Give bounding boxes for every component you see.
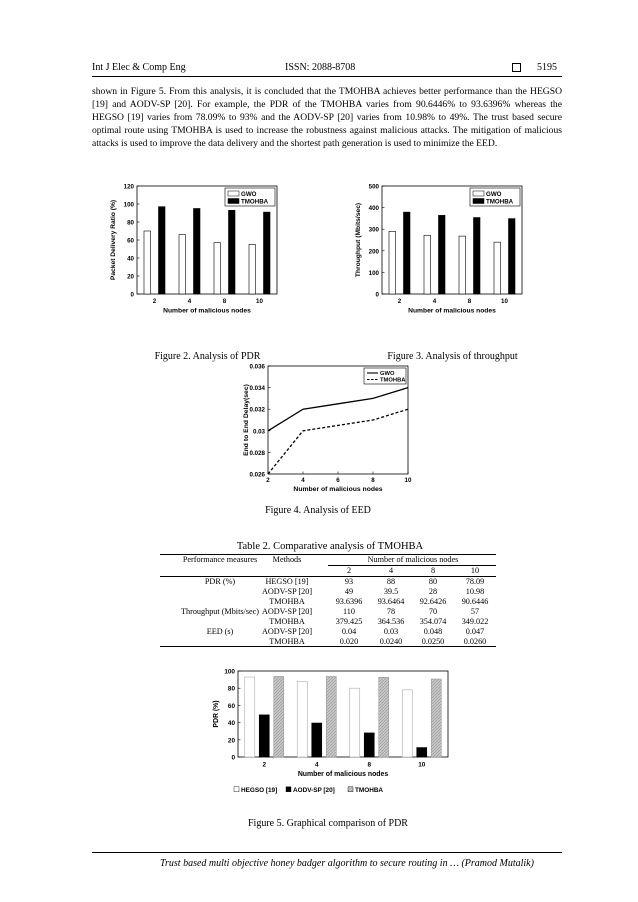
y-tick-label: 0: [375, 291, 379, 299]
table-cell: TMOHBA: [269, 617, 305, 626]
x-tick-label: 4: [314, 761, 319, 769]
table-2-caption: Table 2. Comparative analysis of TMOHBA: [236, 541, 424, 552]
table-cell: 379.425: [335, 617, 363, 626]
footer-rule: [92, 852, 562, 853]
table-cell: 349.022: [461, 617, 489, 626]
y-tick-label: 0.028: [249, 449, 265, 457]
x-tick-label: 2: [262, 761, 267, 769]
table-header-node-count: 4: [388, 566, 394, 575]
bar-aodv-sp-20--2: [259, 715, 269, 757]
table-header-node-count: 8: [430, 566, 436, 575]
table-cell: AODV-SP [20]: [261, 627, 313, 636]
x-axis-label: Number of malicious nodes: [163, 307, 251, 315]
figure-2-caption: Figure 2. Analysis of PDR: [154, 351, 261, 362]
table-cell: AODV-SP [20]: [261, 607, 313, 616]
x-axis-label: Number of malicious nodes: [293, 486, 383, 493]
legend-swatch: [228, 199, 239, 204]
x-tick-label: 8: [367, 761, 372, 769]
figure-4-caption: Figure 4. Analysis of EED: [265, 505, 371, 516]
table-cell: EED (s): [206, 627, 234, 636]
table-cell: 78: [386, 607, 396, 616]
x-tick-label: 10: [418, 761, 426, 769]
table-header-node-count: 2: [346, 566, 352, 575]
x-tick-label: 10: [256, 298, 263, 306]
x-tick-label: 4: [187, 298, 192, 306]
table-cell: 0.04: [341, 627, 357, 636]
legend-label: AODV-SP [20]: [293, 786, 335, 794]
bar-hegso-19--4: [297, 681, 307, 757]
bar-tmohba-2: [274, 676, 284, 757]
bar-gwo-4: [179, 235, 186, 294]
y-tick-label: 60: [127, 237, 134, 245]
table-cell: 0.020: [339, 637, 359, 646]
y-tick-label: 200: [368, 248, 379, 256]
table-cell: 88: [386, 577, 396, 586]
page-number: 5195: [537, 62, 557, 73]
bar-aodv-sp-20--10: [417, 748, 427, 757]
bar-hegso-19--10: [402, 690, 412, 757]
table-cell: 90.6446: [461, 597, 489, 606]
legend-label: GWO: [241, 191, 257, 198]
y-axis-label: Throughput (Mbits/sec): [355, 202, 362, 278]
table-cell: 92.6426: [419, 597, 447, 606]
y-tick-label: 0: [231, 754, 235, 762]
legend-label: TMOHBA: [355, 786, 384, 794]
issn: ISSN: 2088-8708: [285, 62, 356, 73]
y-tick-label: 0.03: [252, 428, 265, 436]
y-tick-label: 500: [368, 183, 379, 191]
x-axis-label: Number of malicious nodes: [408, 307, 496, 315]
y-tick-label: 20: [227, 737, 235, 745]
x-tick-label: 10: [501, 298, 508, 306]
y-tick-label: 0: [130, 291, 134, 299]
header-rule: [92, 76, 562, 77]
bar-tmohba-4: [326, 676, 336, 757]
x-tick-label: 4: [432, 298, 437, 306]
table-bottom-rule: [160, 646, 496, 647]
bar-aodv-sp-20--4: [312, 723, 322, 757]
y-axis-label: PDR (%): [213, 700, 220, 728]
bar-hegso-19--2: [245, 677, 255, 757]
x-tick-label: 2: [266, 477, 270, 484]
bar-tmohba-8: [474, 218, 481, 294]
legend-label: TMOHBA: [380, 377, 406, 384]
table-cell: 0.048: [423, 627, 443, 636]
y-tick-label: 100: [224, 668, 235, 676]
table-cell: 57: [470, 607, 480, 616]
y-tick-label: 20: [127, 273, 134, 281]
table-header-method: Methods: [272, 555, 302, 564]
y-tick-label: 300: [368, 226, 379, 234]
table-cell: AODV-SP [20]: [261, 587, 313, 596]
table-cell: 0.0260: [463, 637, 487, 646]
line-tmohba: [268, 409, 408, 474]
bar-tmohba-4: [439, 215, 446, 294]
legend-swatch: [473, 191, 484, 196]
table-cell: 354.074: [419, 617, 447, 626]
figure-5-caption: Figure 5. Graphical comparison of PDR: [248, 818, 408, 829]
y-tick-label: 60: [227, 702, 235, 710]
bar-gwo-8: [214, 243, 221, 294]
x-tick-label: 8: [467, 298, 472, 306]
x-tick-label: 6: [336, 477, 340, 484]
table-cell: 39.5: [383, 587, 399, 596]
legend-swatch: [473, 199, 484, 204]
legend-label: TMOHBA: [486, 198, 514, 206]
table-cell: 28: [428, 587, 438, 596]
table-cell: HEGSO [19]: [265, 577, 309, 586]
y-tick-label: 0.036: [249, 363, 265, 371]
y-tick-label: 80: [227, 685, 235, 693]
footer-text: Trust based multi objective honey badger algorithm to secure routing in … (Pramod Mutalik): [160, 858, 534, 869]
legend-label: GWO: [486, 191, 502, 198]
bar-tmohba-8: [229, 210, 236, 294]
legend-label: TMOHBA: [241, 198, 269, 206]
x-tick-label: 2: [397, 298, 402, 306]
table-cell: 80: [428, 577, 438, 586]
figure-3-caption: Figure 3. Analysis of throughput: [387, 351, 518, 362]
x-axis-label: Number of malicious nodes: [297, 770, 389, 778]
table-cell: 0.0240: [379, 637, 403, 646]
bar-gwo-2: [144, 231, 151, 294]
table-cell: 93.6396: [335, 597, 363, 606]
table-cell: 10.98: [465, 587, 485, 596]
legend-label: GWO: [380, 371, 395, 377]
table-cell: 49: [344, 587, 354, 596]
bar-tmohba-8: [379, 677, 389, 757]
table-cell: 110: [343, 607, 355, 616]
table-cell: TMOHBA: [269, 637, 305, 646]
journal-name: Int J Elec & Comp Eng: [92, 62, 186, 73]
table-cell: 0.0250: [421, 637, 445, 646]
table-cell: PDR (%): [204, 577, 236, 586]
bar-gwo-4: [424, 235, 431, 294]
legend-label: HEGSO [19]: [241, 786, 278, 794]
x-tick-label: 8: [222, 298, 227, 306]
table-header-group: Number of malicious nodes: [367, 555, 459, 564]
bar-hegso-19--8: [350, 688, 360, 757]
table-cell: 70: [428, 607, 438, 616]
bar-gwo-8: [459, 236, 466, 294]
bar-gwo-10: [249, 245, 256, 295]
bar-gwo-2: [389, 231, 396, 294]
bar-tmohba-10: [264, 212, 271, 294]
x-tick-label: 10: [404, 477, 412, 484]
table-header-measure: Performance measures: [182, 555, 258, 564]
table-cell: 364.536: [377, 617, 405, 626]
table-cell: Throughput (Mbits/sec): [181, 607, 259, 616]
line-gwo: [268, 388, 408, 431]
y-axis-label: End to End Delay(sec): [243, 384, 250, 456]
x-tick-label: 4: [301, 477, 305, 484]
figure-2-pdr-chart: [105, 180, 310, 315]
table-2: [160, 553, 496, 648]
bar-aodv-sp-20--8: [364, 733, 374, 757]
legend-swatch: [228, 191, 239, 196]
table-cell: 78.09: [465, 577, 485, 586]
bar-tmohba-2: [159, 207, 166, 294]
legend-swatch: [348, 787, 353, 792]
y-axis-label: Packet Delivery Ratio (%): [110, 199, 117, 281]
bar-tmohba-2: [404, 212, 411, 294]
figure-5-pdr-comparison-chart: [210, 665, 455, 805]
bar-tmohba-10: [509, 219, 516, 294]
y-tick-label: 100: [123, 201, 134, 209]
y-tick-label: 100: [368, 269, 379, 277]
figure-3-throughput-chart: [350, 180, 555, 315]
table-cell: 0.03: [383, 627, 399, 636]
body-paragraph: shown in Figure 5. From this analysis, it is concluded that the TMOHBA achieves better performance than the HEGSO [19] and AODV-SP [20]. For example, the PDR of the TMOHBA varies from 90.6446% to 93.6396% whereas the HEGSO [19] varies from 78.09% to 93% and the AODV-SP [20] varies from 10.98% to 49%. The trust based secure optimal route using TMOHBA is used to increase the robustness against malicious attacks. The mitigation of malicious attacks is used to improve the data delivery and the shortest path generation is used to minimize the EED.: [92, 86, 562, 149]
table-header-node-count: 10: [470, 566, 480, 575]
y-tick-label: 40: [227, 720, 235, 728]
legend-swatch: [286, 787, 291, 792]
table-cell: TMOHBA: [269, 597, 305, 606]
legend-swatch: [234, 787, 239, 792]
table-cell: 93.6464: [377, 597, 405, 606]
y-tick-label: 40: [127, 255, 134, 263]
y-tick-label: 0.032: [249, 406, 265, 414]
x-tick-label: 8: [371, 477, 375, 484]
table-cell: 93: [344, 577, 354, 586]
y-tick-label: 120: [123, 183, 134, 191]
figure-4-eed-chart: [238, 360, 418, 498]
bar-gwo-10: [494, 242, 501, 294]
bar-tmohba-10: [431, 679, 441, 757]
y-tick-label: 0.034: [249, 385, 265, 393]
x-tick-label: 2: [152, 298, 157, 306]
bar-tmohba-4: [194, 209, 201, 295]
checkbox-square-icon: [512, 63, 521, 72]
table-cell: 0.047: [465, 627, 485, 636]
y-tick-label: 0.026: [249, 471, 265, 479]
y-tick-label: 80: [127, 219, 134, 227]
y-tick-label: 400: [368, 205, 379, 213]
